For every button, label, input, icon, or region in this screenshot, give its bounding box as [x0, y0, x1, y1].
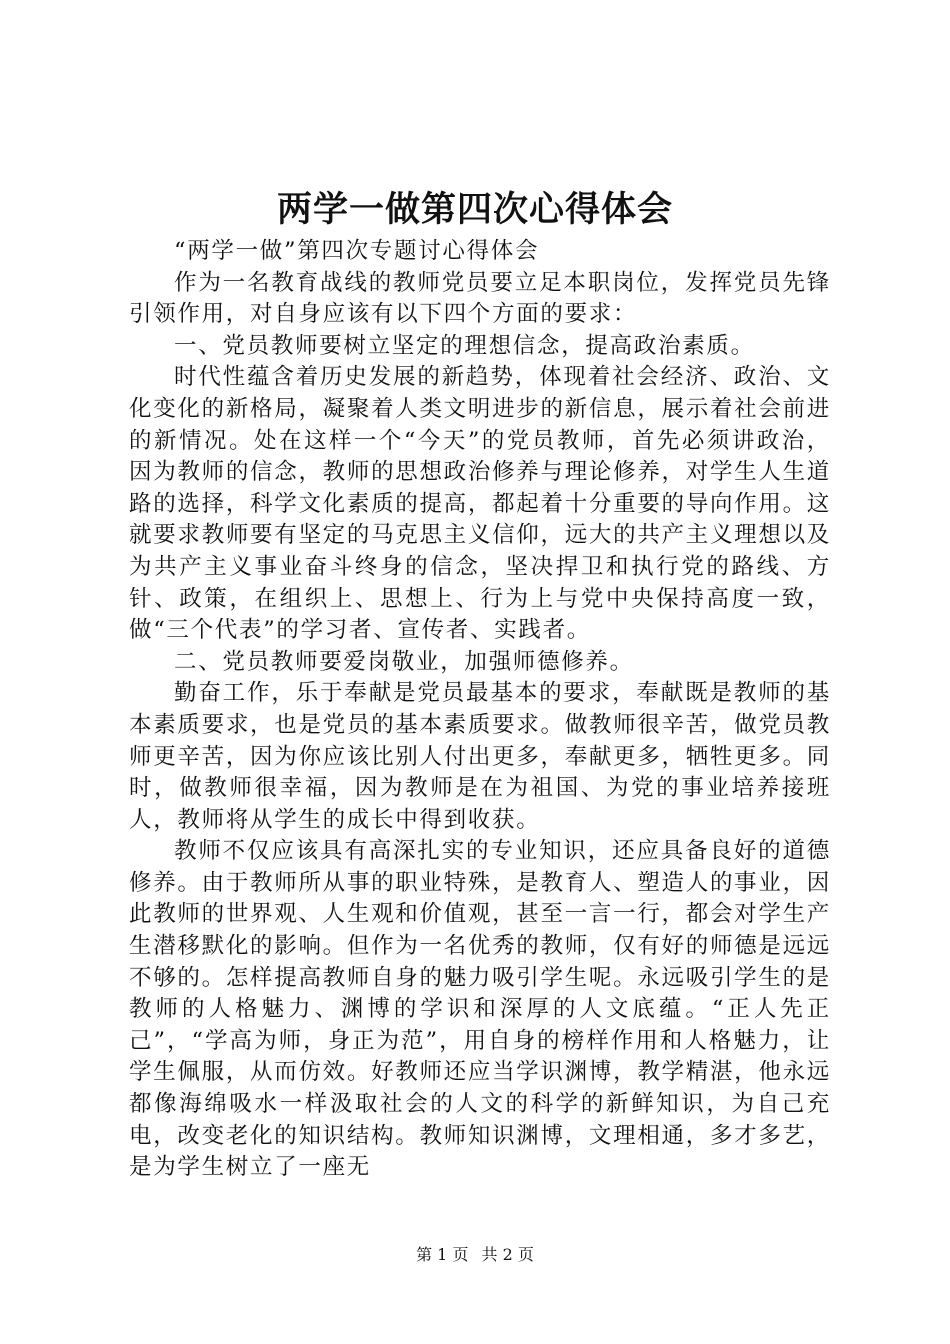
- paragraph-section-1: 时代性蕴含着历史发展的新趋势，体现着社会经济、政治、文化变化的新格局，凝聚着人类文明进步的新信息，展示着社会前进的新情况。处在这样一个“今天”的党员教师，首先必须讲政治，因为教师的信念，教师的思想政治修养与理论修养，对学生人生道路的选择，科学文化素质的提高，都起着十分重要的导向作用。这就要求教师要有坚定的马克思主义信仰，远大的共产主义理想以及为共产主义事业奋斗终身的信念，坚决捍卫和执行党的路线、方针、政策，在组织上、思想上、行为上与党中央保持高度一致，做“三个代表”的学习者、宣传者、实践者。: [129, 364, 831, 644]
- section-heading-2: 二、党员教师要爱岗敬业，加强师德修养。: [174, 648, 634, 675]
- page-total: 共 2 页: [481, 1245, 534, 1264]
- section-heading-1: 一、党员教师要树立坚定的理想信念，提高政治素质。: [174, 332, 755, 359]
- paragraph-section-2a: 勤奋工作，乐于奉献是党员最基本的要求，奉献既是教师的基本素质要求，也是党员的基本素质要求。做教师很辛苦，做党员教师更辛苦，因为你应该比别人付出更多，奉献更多，牺牲更多。同时，做教师很幸福，因为教师是在为祖国、为党的事业培养接班人，教师将从学生的成长中得到收获。: [129, 680, 831, 833]
- paragraph-subtitle: “两学一做”第四次专题讨心得体会: [174, 238, 540, 264]
- document-title: 两学一做第四次心得体会: [276, 189, 673, 230]
- paragraph-intro: 作为一名教育战线的教师党员要立足本职岗位，发挥党员先锋引领作用，对自身应该有以下四个方面的要求：: [129, 269, 831, 328]
- paragraph-section-2b: 教师不仅应该具有高深扎实的专业知识，还应具备良好的道德修养。由于教师所从事的职业特殊，是教育人、塑造人的事业，因此教师的世界观、人生观和价值观，甚至一言一行，都会对学生产生潜移默化的影响。但作为一名优秀的教师，仅有好的师德是远远不够的。怎样提高教师自身的魅力吸引学生呢。永远吸引学生的是教师的人格魅力、渊博的学识和深厚的人文底蕴。“正人先正己”，“学高为师，身正为范”，用自身的榜样作用和人格魅力，让学生佩服，从而仿效。好教师还应当学识渊博，教学精湛，他永远都像海绵吸水一样汲取社会的人文的科学的新鲜知识，为自己充电，改变老化的知识结构。教师知识渊博，文理相通，多才多艺，是为学生树立了一座无: [129, 838, 831, 1181]
- document-body: [129, 236, 831, 1184]
- page-number: 第 1 页: [416, 1245, 469, 1264]
- page-footer: [0, 1243, 950, 1267]
